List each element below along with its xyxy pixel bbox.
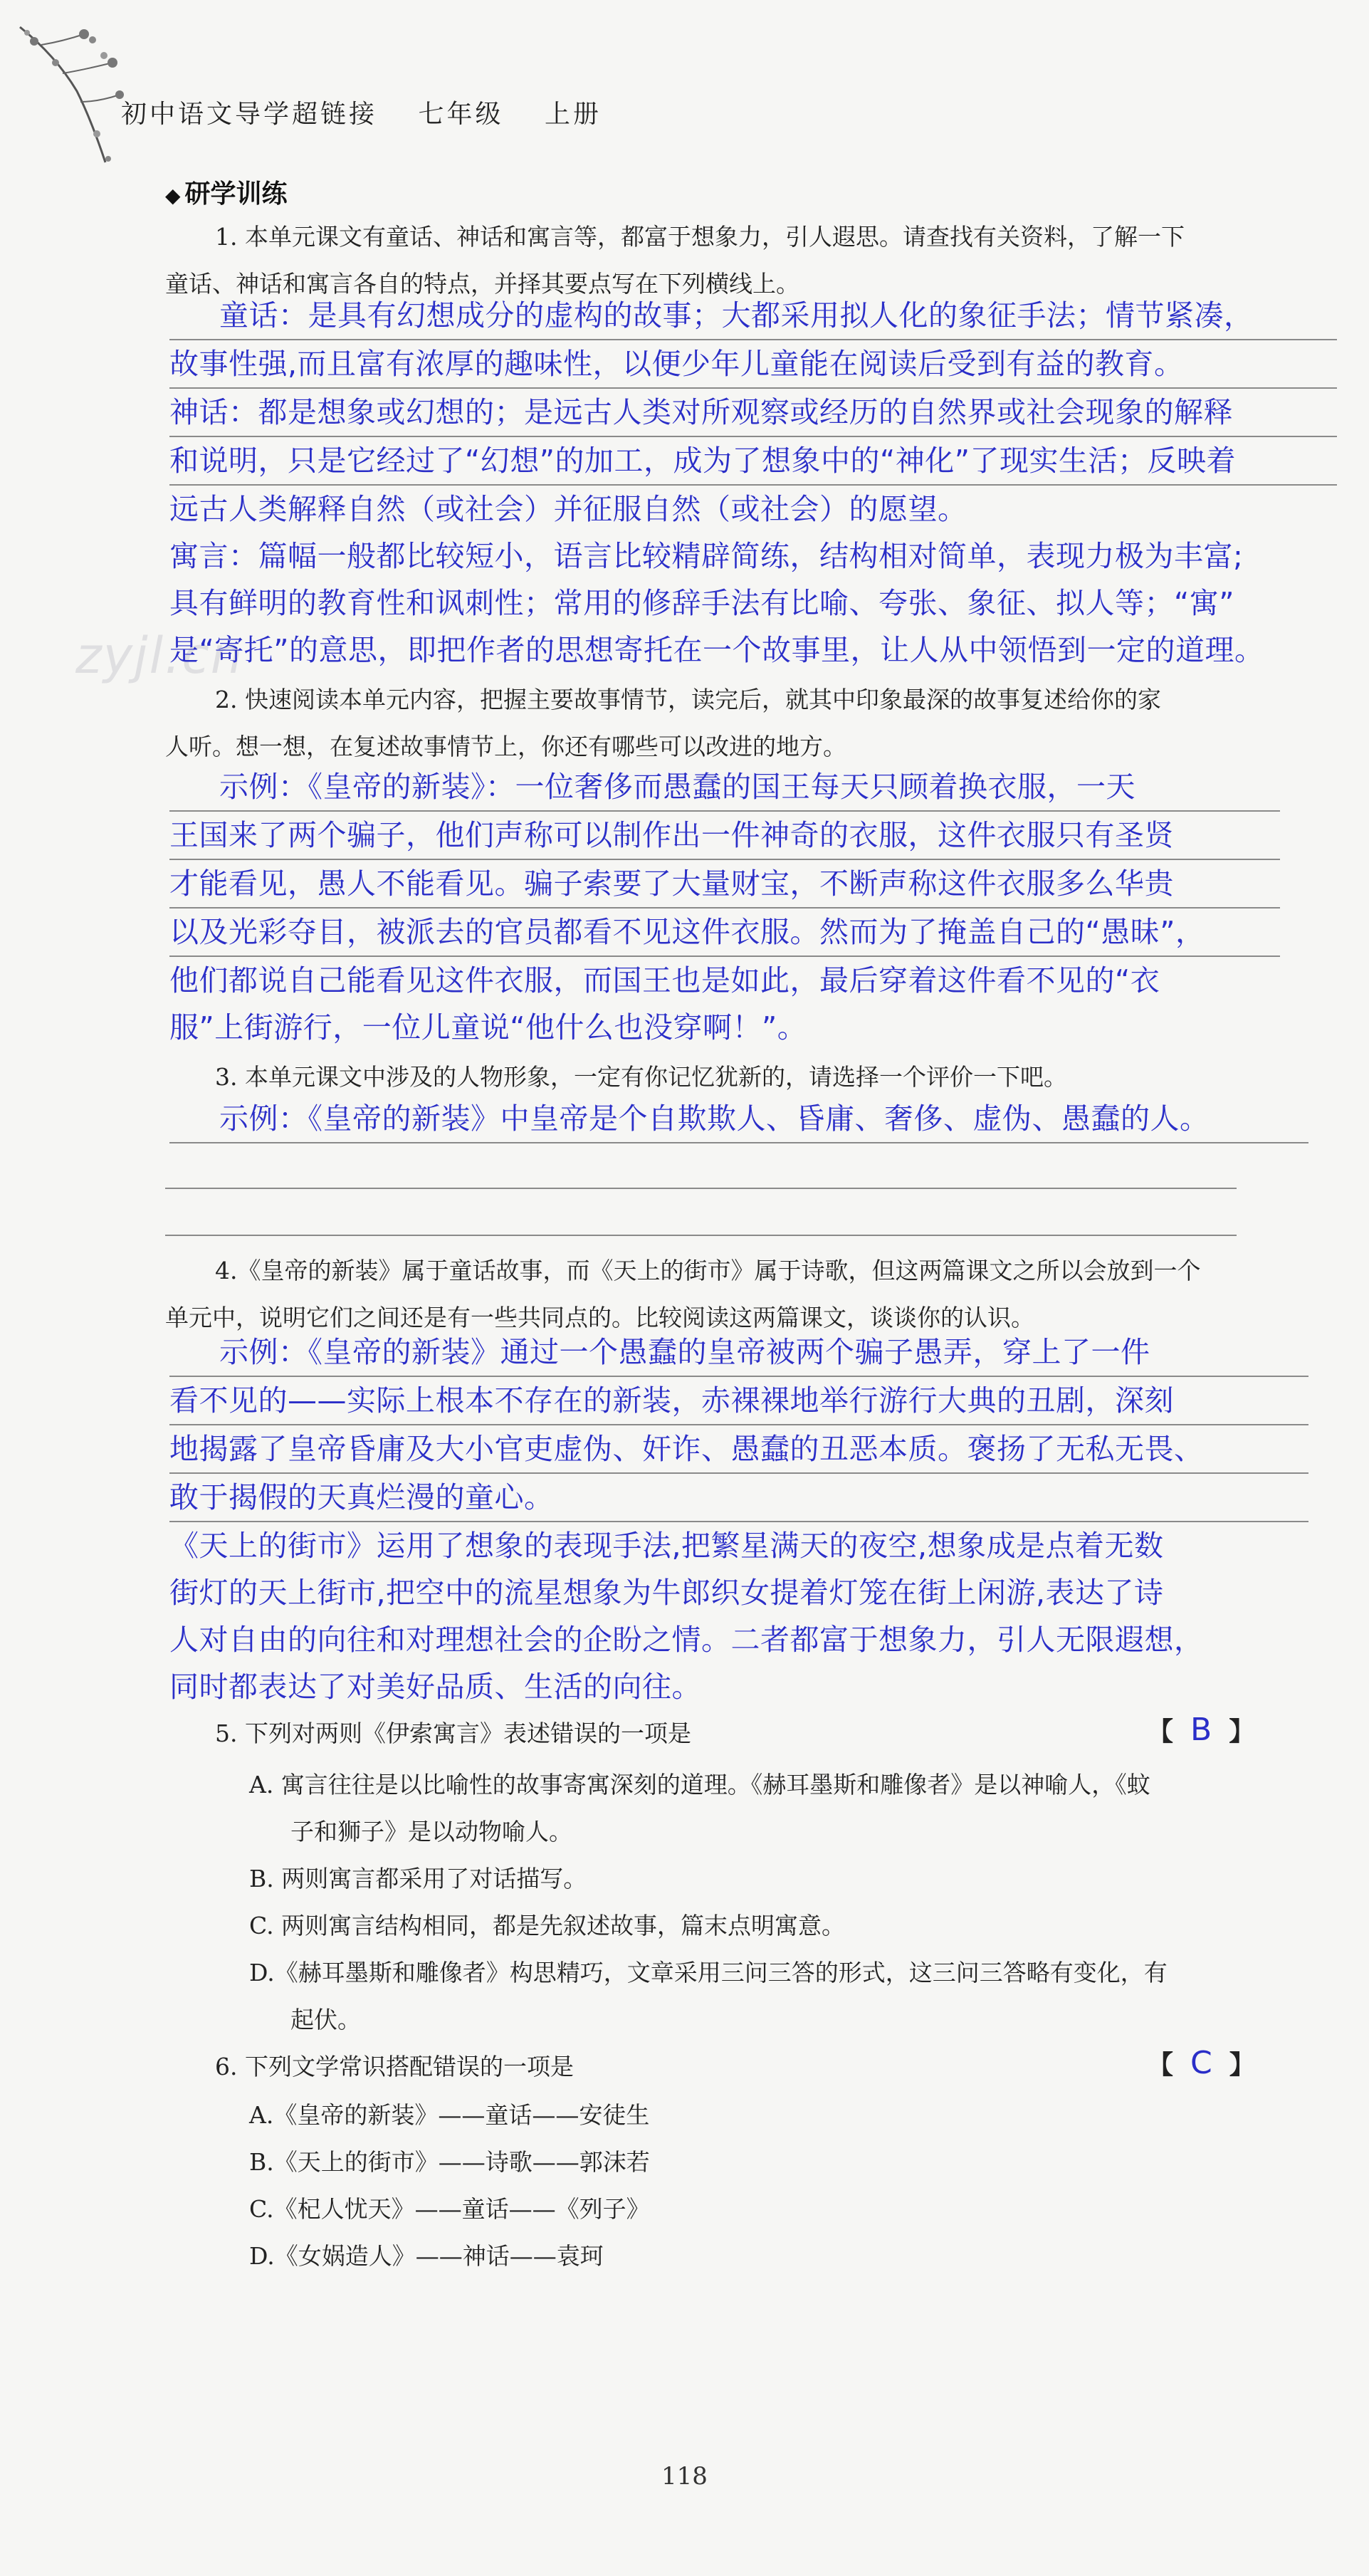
question-5-answer: B	[1190, 1712, 1212, 1748]
question-4-line-1: 4.《皇帝的新装》属于童话故事，而《天上的街市》属于诗歌，但这两篇课文之所以会放到一个	[215, 1257, 1201, 1284]
question-4-answer	[169, 1329, 1308, 1710]
answer-line: 具有鲜明的教育性和讽刺性；常用的修辞手法有比喻、夸张、象征、拟人等；“寓”	[169, 586, 1234, 620]
section-title-text: 研学训练	[184, 179, 288, 209]
question-6-answer-box: 【 C 】	[1148, 2045, 1255, 2081]
answer-line: 他们都说自己能看见这件衣服，而国王也是如此，最后穿着这件看不见的“衣	[169, 963, 1160, 998]
answer-line: 是“寄托”的意思，即把作者的思想寄托在一个故事里，让人从中领悟到一定的道理。	[169, 633, 1264, 667]
option-b: B.《天上的街市》——诗歌——郭沫若	[249, 2148, 650, 2176]
answer-line: 人对自由的向往和对理想社会的企盼之情。二者都富于想象力，引人无限遐想，	[169, 1623, 1204, 1657]
answer-line: 以及光彩夺目，被派去的官员都看不见这件衣服。然而为了掩盖自己的“愚昧”，	[169, 909, 1280, 957]
question-1-line-1: 1. 本单元课文有童话、神话和寓言等，都富于想象力，引人遐思。请查找有关资料，了解一下	[215, 223, 1185, 251]
answer-line: 示例：《皇帝的新装》中皇帝是个自欺欺人、昏庸、奢侈、虚伪、愚蠢的人。	[169, 1095, 1308, 1143]
answer-line: 地揭露了皇帝昏庸及大小官吏虚伪、奸诈、愚蠢的丑恶本质。褒扬了无私无畏、	[169, 1425, 1308, 1474]
question-3	[165, 1054, 1247, 1101]
blank-answer-line	[165, 1235, 1237, 1236]
option-c: C.《杞人忧天》——童话——《列子》	[249, 2195, 650, 2223]
option-a: A. 寓言往往是以比喻性的故事寄寓深刻的道理。《赫耳墨斯和雕像者》是以神喻人，《蚊	[249, 1771, 1150, 1799]
answer-line: 故事性强,而且富有浓厚的趣味性，以便少年儿童能在阅读后受到有益的教育。	[169, 340, 1337, 389]
section-heading	[165, 174, 288, 210]
blank-answer-line	[165, 1188, 1237, 1189]
question-1-line-2: 童话、神话和寓言各自的特点，并择其要点写在下列横线上。	[165, 270, 799, 298]
volume-label: 上册	[544, 100, 602, 129]
grade-label: 七年级	[418, 100, 504, 129]
question-4-line-2: 单元中，说明它们之间还是有一些共同点的。比较阅读这两篇课文，谈谈你的认识。	[165, 1304, 1034, 1331]
answer-line: 街灯的天上街市,把空中的流星想象为牛郎织女提着灯笼在街上闲游,表达了诗	[169, 1576, 1164, 1610]
option-a: A.《皇帝的新装》——童话——安徒生	[249, 2101, 650, 2129]
question-2	[165, 676, 1247, 770]
page-header	[121, 94, 631, 130]
question-5-answer-box: 【 B 】	[1148, 1712, 1255, 1748]
question-6-stem: 6. 下列文学常识搭配错误的一项是	[215, 2053, 574, 2080]
page-number: 118	[661, 2462, 708, 2491]
answer-line: 同时都表达了对美好品质、生活的向往。	[169, 1670, 701, 1704]
answer-line: 寓言：篇幅一般都比较短小，语言比较精辟简练，结构相对简单，表现力极为丰富;	[169, 539, 1244, 573]
answer-line: 和说明，只是它经过了“幻想”的加工，成为了想象中的“神化”了现实生活；反映着	[169, 437, 1337, 486]
option-d: D.《赫耳墨斯和雕像者》构思精巧，文章采用三问三答的形式，这三问三答略有变化，有	[249, 1959, 1168, 1986]
answer-line: 服”上街游行，一位儿童说“他什么也没穿啊！”。	[169, 1010, 807, 1044]
option-c: C. 两则寓言结构相同，都是先叙述故事，篇末点明寓意。	[249, 1912, 846, 1939]
answer-line: 童话：是具有幻想成分的虚构的故事；大都采用拟人化的象征手法；情节紧凑，	[169, 292, 1337, 340]
answer-line: 看不见的——实际上根本不存在的新装，赤裸裸地举行游行大典的丑剧，深刻	[169, 1377, 1308, 1425]
question-2-line-2: 人听。想一想，在复述故事情节上，你还有哪些可以改进的地方。	[165, 733, 846, 760]
question-3-answer	[169, 1095, 1308, 1143]
diamond-bullet-icon: ◆	[165, 184, 181, 207]
option-d-continued: 起伏。	[290, 2006, 361, 2033]
option-b: B. 两则寓言都采用了对话描写。	[249, 1865, 587, 1892]
question-1-answer	[169, 292, 1337, 674]
answer-line: 示例：《皇帝的新装》通过一个愚蠢的皇帝被两个骗子愚弄，穿上了一件	[169, 1329, 1308, 1377]
option-d: D.《女娲造人》——神话——袁珂	[249, 2242, 604, 2270]
question-4	[165, 1247, 1247, 1341]
answer-line: 才能看见，愚人不能看见。骗子索要了大量财宝，不断声称这件衣服多么华贵	[169, 860, 1280, 909]
book-title: 初中语文导学超链接	[121, 100, 378, 129]
question-2-answer	[169, 763, 1280, 1051]
answer-line: 神话：都是想象或幻想的；是远古人类对所观察或经历的自然界或社会现象的解释	[169, 389, 1337, 437]
option-a-continued: 子和狮子》是以动物喻人。	[290, 1818, 572, 1845]
watermark: zyjl.cn	[75, 627, 244, 685]
question-5-stem: 5. 下列对两则《伊索寓言》表述错误的一项是	[215, 1719, 691, 1747]
answer-line: 远古人类解释自然（或社会）并征服自然（或社会）的愿望。	[169, 492, 967, 526]
answer-line: 《天上的街市》运用了想象的表现手法,把繁星满天的夜空,想象成是点着无数	[169, 1529, 1164, 1563]
answer-line: 敢于揭假的天真烂漫的童心。	[169, 1474, 1308, 1522]
answer-line: 示例：《皇帝的新装》：一位奢侈而愚蠢的国王每天只顾着换衣服，一天	[169, 763, 1280, 812]
question-6-answer: C	[1190, 2045, 1212, 2081]
question-3-line-1: 3. 本单元课文中涉及的人物形象，一定有你记忆犹新的，请选择一个评价一下吧。	[215, 1063, 1067, 1091]
question-2-line-1: 2. 快速阅读本单元内容，把握主要故事情节，读完后，就其中印象最深的故事复述给你的家	[215, 686, 1161, 713]
answer-line: 王国来了两个骗子，他们声称可以制作出一件神奇的衣服，这件衣服只有圣贤	[169, 812, 1280, 860]
